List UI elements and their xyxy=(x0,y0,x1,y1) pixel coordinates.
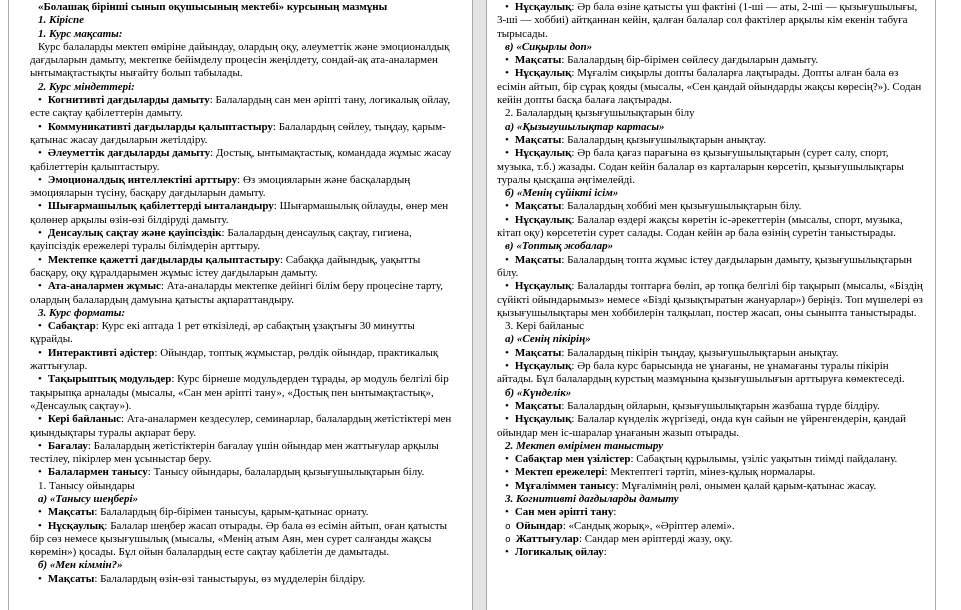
bold-lead-text: Мектеп ережелері xyxy=(514,466,605,479)
section-heading: 3. Курс форматы: xyxy=(38,306,126,319)
bullet-item: • Ата-аналармен жұмыс: Ата-аналарды мектепке дейінгі білім беру процесіне тарту, олардың балалардың дамуына қатысты ақпараттандыру. xyxy=(30,280,443,306)
activity-heading: а) «Танысу шеңбері» xyxy=(38,492,138,505)
bold-lead-text: Шығармашылық қабілеттерді ынталандыру xyxy=(47,200,274,213)
bullet-marker-icon: • xyxy=(38,253,42,266)
sub-bullet-item: o Жаттығулар: Сандар мен әріптерді жазу, оқу. xyxy=(505,532,733,545)
bullet-marker-icon: • xyxy=(38,572,42,585)
bullet-marker-icon: • xyxy=(38,413,42,426)
bold-lead-text: Когнитивті дағдыларды дамыту xyxy=(47,94,210,107)
bullet-item: • Нұсқаулық: Балаларды топтарға бөліп, әр топқа белгілі бір тақырып (мысалы, «Біздің сүйікті ойындарымыз» немесе «Бізді қызықтыратын жануарлар») беріңіз. Топ мүшелері өз қызығушылықтары мен хоббилерін талқылап, постер жасап, оны сыныпта таныстырады. xyxy=(497,280,923,319)
activity-heading: а) «Сенің пікірің» xyxy=(505,333,591,346)
bullet-marker-icon: • xyxy=(505,253,509,266)
bold-lead-text: Мақсаты xyxy=(514,200,562,213)
bold-lead-text: Сабақтар xyxy=(47,320,96,333)
bold-lead-text: Нұсқаулық xyxy=(514,1,572,13)
bold-lead-text: Мақсаты xyxy=(514,346,562,359)
bold-lead-text: Сан мен әріпті тану xyxy=(514,506,614,519)
bullet-marker-icon: • xyxy=(38,439,42,452)
bold-lead-text: Денсаулық сақтау және қауіпсіздік xyxy=(47,227,222,240)
section-heading: 1. Курс мақсаты: xyxy=(38,27,123,40)
bullet-item: • Интерактивті әдістер: Ойындар, топтық жұмыстар, рөлдік ойындар, практикалық жаттығулар. xyxy=(30,346,439,373)
document-title: «Болашақ бірінші сынып оқушысының мектебі» курсының мазмұны xyxy=(38,1,388,13)
bullet-marker-icon: • xyxy=(505,360,509,373)
bullet-item: • Мұғаліммен танысу: Мұғалімнің рөлі, онымен қалай қарым-қатынас жасау. xyxy=(505,479,877,492)
bullet-item: • Балалармен танысу: Танысу ойындары, балалардың қызығушылықтарын білу. xyxy=(38,466,425,479)
bold-lead-text: Нұсқаулық xyxy=(514,67,572,80)
bold-lead-text: Нұсқаулық xyxy=(47,519,105,532)
bullet-item: • Денсаулық сақтау және қауіпсіздік: Балалардың денсаулық сақтау, гигиена, қауіпсіздік ережелері туралы білімдерін арттыру. xyxy=(30,227,412,253)
bullet-item: • Когнитивті дағдыларды дамыту: Балалардың сан мен әріпті тану, логикалық ойлау, есте сақтау қабілеттерін дамыту. xyxy=(30,94,451,120)
document-page-left[interactable] xyxy=(8,0,473,610)
bold-lead-text: Нұсқаулық xyxy=(514,147,572,160)
bullet-item: • Мақсаты: Балалардың бір-бірімен сөйлесу дағдыларын дамыту. xyxy=(505,54,819,67)
section-heading: 2. Курс міндеттері: xyxy=(38,80,135,93)
bullet-marker-icon: • xyxy=(505,506,509,519)
bullet-item: • Эмоционалдық интеллектіні арттыру: Өз эмоцияларын және басқалардың эмоцияларын түсіну, басқару дағдыларын дамыту. xyxy=(30,173,411,200)
bold-lead-text: Ойындар xyxy=(515,519,563,532)
activity-heading: в) «Сиқырлы доп» xyxy=(505,40,593,53)
activity-heading: а) «Қызығушылықтар картасы» xyxy=(505,120,665,133)
bullet-item: • Мақсаты: Балалардың өзін-өзі таныстыруы, өз мүдделерін білдіру. xyxy=(38,572,366,585)
page-gutter xyxy=(473,0,486,610)
bold-lead-text: Бағалау xyxy=(47,439,88,452)
bold-lead-text: Мақсаты xyxy=(514,399,562,412)
bullet-item: • Сан мен әріпті тану: xyxy=(505,506,617,519)
bullet-item: • Нұсқаулық: Әр бала қағаз парағына өз қызығушылықтарын (сурет салу, спорт, музыка, т.б.) жазады. Содан кейін балалар өз карталарын көрсетіп, қызығушылықтары туралы қысқаша әңгімелейді. xyxy=(497,147,904,186)
bullet-marker-icon: • xyxy=(505,280,509,293)
bullet-marker-icon: • xyxy=(505,147,509,160)
section-heading: 2. Мектеп өмірімен таныстыру xyxy=(505,439,664,452)
bullet-item: • Мақсаты: Балалардың топта жұмыс істеу дағдыларын дамыту, қызығушылықтарын білу. xyxy=(497,253,912,279)
bullet-marker-icon: • xyxy=(505,413,509,426)
bold-lead-text: Мектепке қажетті дағдыларды қалыптастыру xyxy=(47,253,280,266)
bold-lead-text: Ата-аналармен жұмыс xyxy=(47,280,161,293)
section-heading: 1. Кіріспе xyxy=(38,14,84,27)
bullet-item: • Коммуникативті дағдыларды қалыптастыру: Балалардың сөйлеу, тыңдау, қарым-қатынас жасау дағдыларын жетілдіру. xyxy=(30,120,446,146)
bullet-marker-icon: • xyxy=(505,466,509,479)
bold-lead-text: Сабақтар мен үзілістер xyxy=(514,453,631,466)
bullet-marker-icon: • xyxy=(38,280,42,293)
bold-lead-text: Мақсаты xyxy=(514,54,562,67)
bullet-item: • Мақсаты: Балалардың қызығушылықтарын анықтау. xyxy=(505,133,767,146)
bullet-marker-icon: • xyxy=(505,54,509,67)
bullet-item: • Мектепке қажетті дағдыларды қалыптастыру: Сабаққа дайындық, уақытты басқару, оқу құралдарымен жұмыс істеу дағдыларын дамыту. xyxy=(30,253,421,279)
bullet-marker-icon: • xyxy=(38,346,42,359)
bold-lead-text: Кері байланыс xyxy=(47,413,122,426)
activity-heading: в) «Топтық жобалар» xyxy=(505,240,614,253)
bullet-item: • Тақырыптық модульдер: Курс бірнеше модульдерден тұрады, әр модуль белгілі бір тақырыпқа арналады (мысалы, «Сан мен әріпті тану», «Достық пен ынтымақтастық», «Денсаулық сақтау»). xyxy=(30,373,449,412)
bullet-item: • Нұсқаулық: Мұғалім сиқырлы допты балаларға лақтырады. Допты алған бала өз есімін айтып, бір сұрақ қояды (мысалы, «Сен қандай ойындарды жақсы көресің?»). Содан кейін допты басқа балаға лақтырады. xyxy=(497,67,922,107)
bullet-marker-icon: • xyxy=(38,519,42,532)
numbered-line: 1. Танысу ойындары xyxy=(38,479,135,492)
bullet-item: • Мақсаты: Балалардың пікірін тыңдау, қызығушылықтарын анықтау. xyxy=(505,346,839,359)
bullet-item: • Нұсқаулық: Балалар шеңбер жасап отырады. Әр бала өз есімін айтып, оған қатысты бір сөз немесе қызығушылық (мысалы, «Менің атым Аян, мен сурет салғанды жақсы көремін») қосады. Бұл ойын балалардың есте сақтау қабілетін де дамытады. xyxy=(30,519,448,559)
bullet-item: • Әлеуметтік дағдыларды дамыту: Достық, ынтымақтастық, командада жұмыс жасау қабілеттерін қалыптастыру. xyxy=(30,147,452,173)
numbered-line: 3. Кері байланыс xyxy=(505,320,585,333)
bullet-item: • Сабақтар: Курс екі аптада 1 рет өткізіледі, әр сабақтың ұзақтығы 30 минутты құрайды. xyxy=(30,320,415,346)
bullet-item: • Нұсқаулық: Әр бала өзіне қатысты үш фактіні (1-ші — аты, 2-ші — қызығушылығы, 3-ші — хоббиі) айтқаннан кейін, қалған балалар сол фактілер арқылы кім екенін табуға тырысады. xyxy=(497,1,918,40)
bullet-marker-icon: • xyxy=(505,399,509,412)
bullet-marker-icon: • xyxy=(505,346,509,359)
bold-lead-text: Балалармен танысу xyxy=(47,466,148,479)
bold-lead-text: Жаттығулар xyxy=(515,532,579,545)
bold-lead-text: Нұсқаулық xyxy=(514,413,572,426)
bullet-item: • Сабақтар мен үзілістер: Сабақтың құрылымы, үзіліс уақытын тиімді пайдалану. xyxy=(505,453,898,466)
right-column xyxy=(487,0,935,559)
activity-heading: б) «Мен кіммін?» xyxy=(38,559,123,572)
bullet-marker-icon: • xyxy=(505,453,509,466)
bullet-item: • Мақсаты: Балалардың бір-бірімен танысуы, қарым-қатынас орнату. xyxy=(38,506,369,519)
bullet-item: • Мектеп ережелері: Мектептегі тәртіп, мінез-құлық нормалары. xyxy=(505,466,816,479)
document-page-right[interactable] xyxy=(486,0,936,610)
bullet-marker-icon: • xyxy=(505,479,509,492)
bullet-item: • Нұсқаулық: Балалар өздері жақсы көретін іс-әрекеттерін (мысалы, спорт, музыка, кітап оқу) көрсететін сурет салады. Содан кейін әр бала өзінің суретін таныстырады. xyxy=(497,213,903,240)
bullet-item: • Мақсаты: Балалардың ойларын, қызығушылықтарын жазбаша түрде білдіру. xyxy=(505,399,880,412)
bold-lead-text: Коммуникативті дағдыларды қалыптастыру xyxy=(47,120,273,133)
bullet-item: • Логикалық ойлау: xyxy=(505,546,607,559)
bullet-marker-icon: • xyxy=(505,1,509,13)
bullet-marker-icon: • xyxy=(505,67,509,80)
bullet-marker-icon: • xyxy=(38,320,42,333)
activity-heading: б) «Күнделік» xyxy=(505,386,572,399)
bullet-item: • Нұсқаулық: Әр бала курс барысында не ұнағаны, не ұнамағаны туралы пікірін айтады. Бұл балалардың курстың мазмұнына қызығушылығын арттыруға көмектеседі. xyxy=(497,360,905,386)
bullet-marker-icon: • xyxy=(38,94,42,107)
bullet-item: • Мақсаты: Балалардың хоббиі мен қызығушылықтарын білу. xyxy=(505,200,802,213)
bold-lead-text: Мақсаты xyxy=(47,572,95,585)
bullet-marker-icon: • xyxy=(38,373,42,386)
section-heading: 3. Когнитивті дағдыларды дамыту xyxy=(505,492,679,505)
bullet-item: • Кері байланыс: Ата-аналармен кездесулер, семинарлар, балалардың жетістіктері мен қиындықтары туралы ақпарат беру. xyxy=(30,413,452,439)
sub-bullet-marker-icon: o xyxy=(505,520,511,532)
sub-bullet-item: o Ойындар: «Сандық жорық», «Әріптер әлемі». xyxy=(505,519,735,532)
bullet-item: • Шығармашылық қабілеттерді ынталандыру: Шығармашылық ойлауды, өнер мен қолөнер арқылы өзін-өзі білдіруді дамыту. xyxy=(30,200,449,226)
bold-lead-text: Мұғаліммен танысу xyxy=(514,479,616,492)
bold-lead-text: Мақсаты xyxy=(47,506,95,519)
bullet-item: • Бағалау: Балалардың жетістіктерін бағалау үшін ойындар мен жаттығулар арқылы тестілеу, пікірлер мен ұсыныстар беру. xyxy=(30,439,439,466)
bold-lead-text: Нұсқаулық xyxy=(514,360,572,373)
bullet-marker-icon: • xyxy=(505,213,509,226)
bold-lead-text: Мақсаты xyxy=(514,133,562,146)
bold-lead-text: Интерактивті әдістер xyxy=(47,346,155,359)
bold-lead-text: Мақсаты xyxy=(514,253,562,266)
bullet-marker-icon: • xyxy=(505,200,509,213)
bullet-marker-icon: • xyxy=(38,200,42,213)
bold-lead-text: Әлеуметтік дағдыларды дамыту xyxy=(47,147,211,160)
sub-bullet-marker-icon: o xyxy=(505,533,511,545)
left-column xyxy=(9,0,472,586)
bullet-marker-icon: • xyxy=(38,227,42,240)
bold-lead-text: Нұсқаулық xyxy=(514,213,572,226)
bold-lead-text: Нұсқаулық xyxy=(514,280,572,293)
bullet-marker-icon: • xyxy=(38,506,42,519)
numbered-line: 2. Балалардың қызығушылықтарын білу xyxy=(505,107,695,120)
activity-heading: б) «Менің сүйікті ісім» xyxy=(505,187,619,200)
bold-lead-text: Логикалық ойлау xyxy=(514,546,604,559)
bullet-marker-icon: • xyxy=(38,147,42,160)
bullet-marker-icon: • xyxy=(505,133,509,146)
bullet-marker-icon: • xyxy=(38,120,42,133)
bullet-marker-icon: • xyxy=(38,466,42,479)
paragraph: Курс балаларды мектеп өміріне дайындау, олардың оқу, әлеуметтік және эмоционалдық дағдыларын дамыту, мектепке бейімделу процесін жеңілдету, сондай-ақ ата-аналармен ынтымақтастықты нығайту болып табылады. xyxy=(30,40,450,80)
bold-lead-text: Тақырыптық модульдер xyxy=(47,373,172,386)
bullet-item: • Нұсқаулық: Балалар күнделік жүргізеді, онда күн сайын не үйренгендерін, қандай ойындар мен іс-шаралар ұнағанын жазып отырады. xyxy=(497,413,906,439)
bullet-marker-icon: • xyxy=(38,173,42,186)
bullet-marker-icon: • xyxy=(505,546,509,559)
bold-lead-text: Эмоционалдық интеллектіні арттыру xyxy=(47,173,238,186)
